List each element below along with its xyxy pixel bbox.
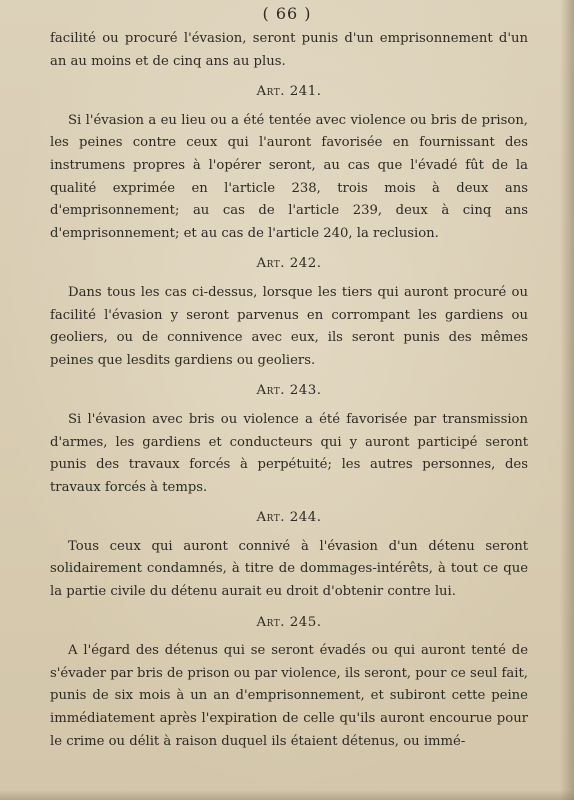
page-number: ( 66 ) xyxy=(262,4,312,23)
body-text xyxy=(50,28,528,753)
article-heading-245: Art. 245. xyxy=(256,614,322,630)
article-text-243: Si l'évasion avec bris ou violence a été favorisée par transmission d'armes, les gardiens et conducteurs qui y auront participé seront punis des travaux forcés à perpétuité; les autres personnes, des travaux forcés à temps. xyxy=(50,411,528,495)
page-bottom-shadow xyxy=(0,790,574,800)
article-heading-243: Art. 243. xyxy=(256,383,322,399)
article-text-242: Dans tous les cas ci-dessus, lorsque les tiers qui auront procuré ou facilité l'évasion y seront parvenus en corrompant les gardiens ou geoliers, ou de connivence avec eux, ils seront punis des mêmes peines que lesdits gardiens ou geoliers. xyxy=(50,284,528,368)
page-edge-shadow xyxy=(560,0,574,800)
article-heading-242: Art. 242. xyxy=(256,256,322,272)
article-heading-241: Art. 241. xyxy=(256,84,322,100)
article-text-241: Si l'évasion a eu lieu ou a été tentée avec violence ou bris de prison, les peines contre ceux qui l'auront favorisée en fournissant des instrumens propres à l'opérer seront, au cas que l'évadé fût de la qualité exprimée en l'article 238, trois mois à deux ans d'emprisonnement; au cas de l'article 239, deux à cinq ans d'emprisonnement; et au cas de l'article 240, la reclusion. xyxy=(50,112,528,241)
continuation-paragraph: facilité ou procuré l'évasion, seront punis d'un emprisonnement d'un an au moins et de cinq ans au plus. xyxy=(50,31,528,69)
article-heading-244: Art. 244. xyxy=(256,510,322,526)
article-text-245: A l'égard des détenus qui se seront évadés ou qui auront tenté de s'évader par bris de prison ou par violence, ils seront, pour ce seul fait, punis de six mois à un an d'emprisonnement, et subiront cette peine immédiatement après l'expiration de celle qu'ils auront encourue pour le crime ou délit à raison duquel ils étaient détenus, ou immé- xyxy=(50,643,528,749)
article-text-244: Tous ceux qui auront connivé à l'évasion d'un détenu seront solidairement condamnés, à titre de dommages-intérêts, à tout ce que la partie civile du détenu aurait eu droit d'obtenir contre lui. xyxy=(50,538,528,600)
